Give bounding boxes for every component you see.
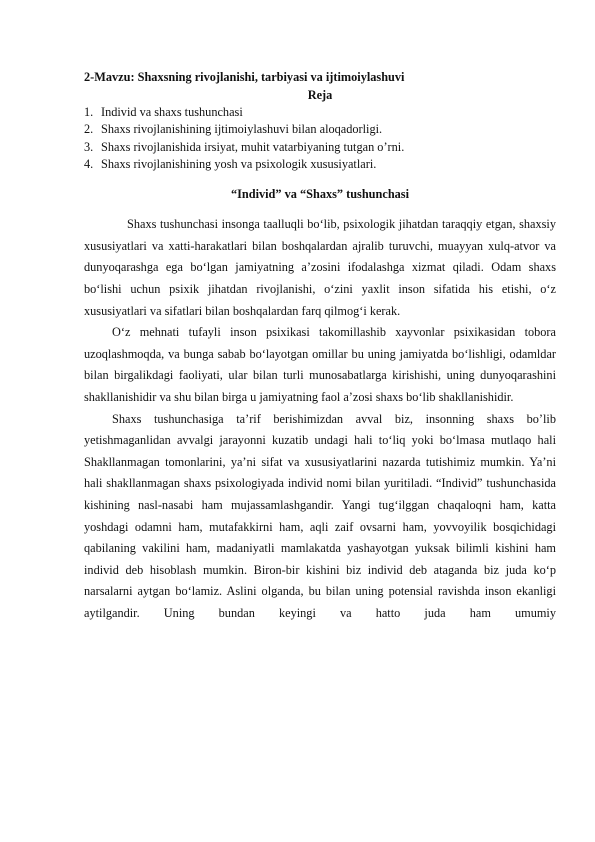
body-paragraph: Shaxs tushunchasiga ta’rif berishimizdan avval biz, insonning shaxs bo’lib yetishmaganlidan avvalgi jarayonni kuzatib undagi hali to‘liq yoki bo‘lmasa mutlaqo hali Shakllanmagan tomonlarini, ya’ni sifat va xususiyatlarini nazarda tutishimiz mumkin. Ya’ni hali shakllanmagan shaxs psixologiyada individ nomi bilan yuritiladi. “Individ” tushunchasida kishining nasl-nasabi ham mujassamlashgandir. Yangi tug‘ilggan chaqaloqni ham, katta yoshdagi odamni ham, mutafakkirni ham, aqli zaif ovsarni ham, yovvoyilik bosqichidagi qabilaning vakilini ham, madaniyatli mamlakatda yashayotgan yuksak bilimli kishini ham individ deb hisoblash mumkin. Biron-bir kishini biz individ deb ataganda biz juda ko‘p narsalarni aytgan bo‘lamiz. Aslini olganda, bu bilan uning potensial ravishda inson ekanligi aytilgandir. Uning bundan keyingi va hatto juda ham umumiy <box>84 411 556 620</box>
plan-heading: Reja <box>307 88 333 102</box>
plan-item <box>84 156 556 173</box>
plan-item-number: 2. <box>84 122 94 137</box>
section-heading: “Individ” va “Shaxs” tushunchasi <box>230 187 410 202</box>
plan-item <box>84 104 556 121</box>
document-title: 2-Mavzu: Shaxsning rivojlanishi, tarbiyasi va ijtimoiylashuvi <box>84 70 405 84</box>
document-page <box>84 68 556 624</box>
plan-item <box>84 121 556 138</box>
plan-item-text: Individ va shaxs tushunchasi <box>101 105 243 119</box>
plan-item-number: 1. <box>84 105 94 119</box>
body-paragraph: Shaxs tushunchasi insonga taalluqli bo‘lib, psixologik jihatdan taraqqiy etgan, shaxsiy xususiyatlari va xatti-harakatlari bilan boshqalardan ajralib turuvchi, muayyan xulq-atvor va dunyoqarashga ega bo‘lgan jamiyatning a’zosini ifodalashga xizmat qiladi. Odam shaxs bo‘lishi uchun psixik jihatdan rivojlanishi, o‘zini yaxlit inson sifatida his etishi, o‘z xususiyatlari va sifatlari bilan boshqalardan farq qilmog‘i kerak. <box>84 217 556 318</box>
plan-item-text: Shaxs rivojlanishining ijtimoiylashuvi bilan aloqadorligi. <box>101 122 383 137</box>
plan-item <box>84 139 556 156</box>
plan-item-text: Shaxs rivojlanishining yosh va psixologik xususiyatlari. <box>101 156 377 171</box>
plan-item-number: 4. <box>84 156 94 171</box>
plan-item-text: Shaxs rivojlanishida irsiyat, muhit vatarbiyaning tutgan o’rni. <box>101 139 405 154</box>
plan-list <box>84 104 556 173</box>
plan-item-number: 3. <box>84 139 94 154</box>
body-paragraph: O‘z mehnati tufayli inson psixikasi takomillashib xayvonlar psixikasidan tobora uzoqlashmoqda, va bunga sabab bo‘layotgan omillar bu uning jamiyatda bo‘lishligi, odamldar bilan birgalikdagi faoliyati, ular bilan turli munosabatlarga kirishishi, uning dunyoqarashini shakllanishidir va shu bilan birga u jamiyatning faol a’zosi shaxs bo‘lib shakllanishidir. <box>84 325 556 404</box>
